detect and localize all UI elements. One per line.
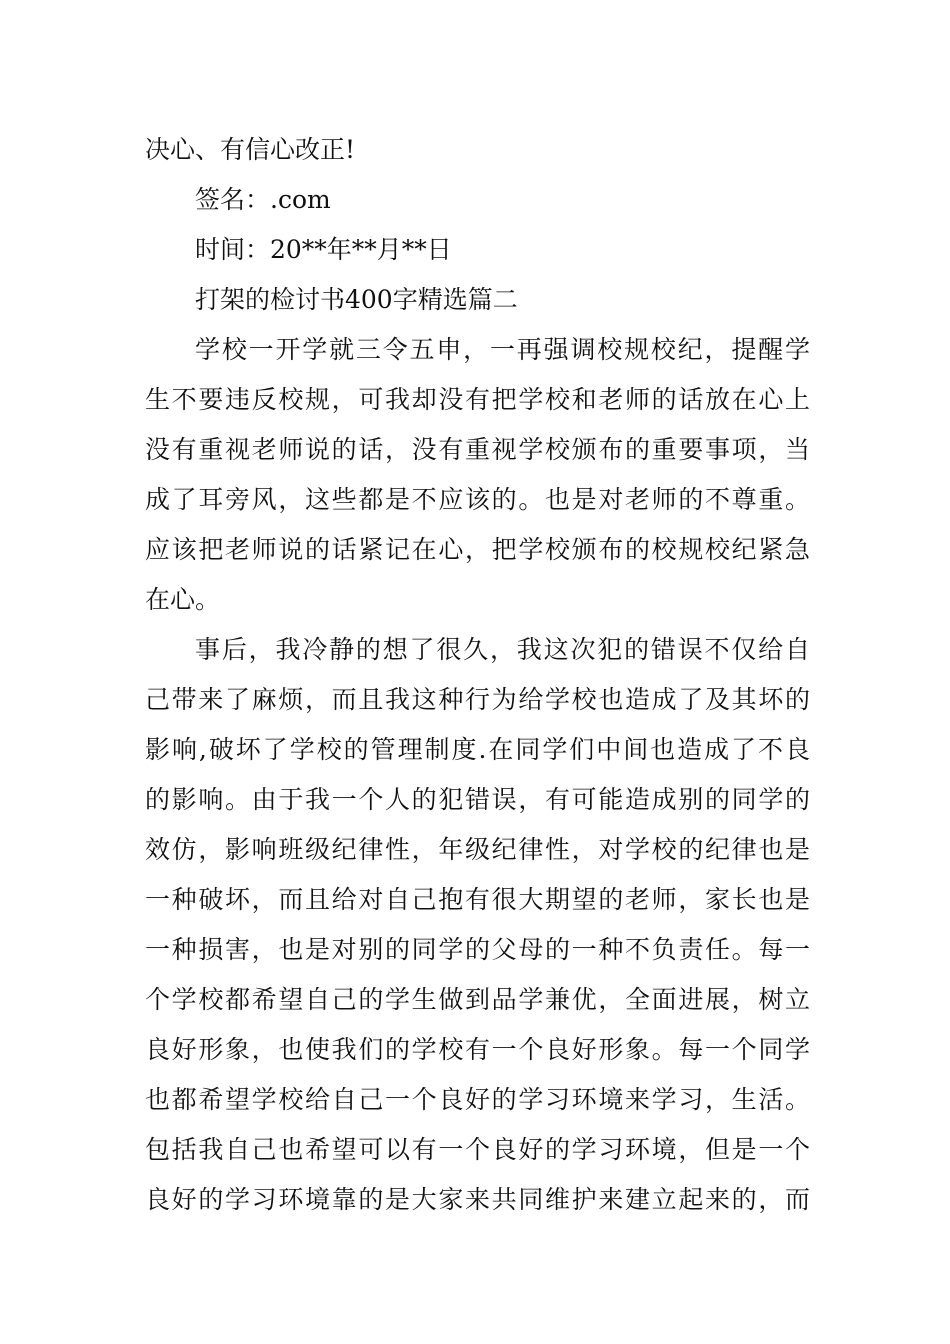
signature-line: 签名：.com xyxy=(195,185,331,214)
paragraph-line: 包括我自己也希望可以有一个良好的学习环境，但是一个 xyxy=(145,1135,810,1164)
paragraph-line: 效仿，影响班级纪律性，年级纪律性，对学校的纪律也是 xyxy=(145,835,810,864)
paragraph-line: 一种破坏，而且给对自己抱有很大期望的老师，家长也是 xyxy=(145,885,810,914)
paragraph-line: 己带来了麻烦，而且我这种行为给学校也造成了及其坏的 xyxy=(145,685,810,714)
paragraph-line: 的影响。由于我一个人的犯错误，有可能造成别的同学的 xyxy=(145,785,810,814)
paragraph-line: 生不要违反校规，可我却没有把学校和老师的话放在心上 xyxy=(145,385,810,414)
paragraph-line: 影响,破坏了学校的管理制度.在同学们中间也造成了不良 xyxy=(145,735,810,764)
paragraph-line: 也都希望学校给自己一个良好的学习环境来学习，生活。 xyxy=(145,1085,810,1114)
paragraph-line: 良好形象，也使我们的学校有一个良好形象。每一个同学 xyxy=(145,1035,810,1064)
text-line-closing: 决心、有信心改正! xyxy=(145,135,356,164)
paragraph-line: 成了耳旁风，这些都是不应该的。也是对老师的不尊重。 xyxy=(145,485,810,514)
date-line: 时间：20**年**月**日 xyxy=(195,235,452,264)
paragraph-line: 应该把老师说的话紧记在心，把学校颁布的校规校纪紧急 xyxy=(145,535,810,564)
paragraph-line: 个学校都希望自己的学生做到品学兼优，全面进展，树立 xyxy=(145,985,810,1014)
paragraph-line: 良好的学习环境靠的是大家来共同维护来建立起来的，而 xyxy=(145,1185,810,1214)
paragraph-line: 没有重视老师说的话，没有重视学校颁布的重要事项，当 xyxy=(145,435,810,464)
section-heading: 打架的检讨书400字精选篇二 xyxy=(195,285,518,314)
paragraph-line: 一种损害，也是对别的同学的父母的一种不负责任。每一 xyxy=(145,935,810,964)
paragraph-line: 事后，我冷静的想了很久，我这次犯的错误不仅给自 xyxy=(195,635,810,664)
paragraph-line: 在心。 xyxy=(145,585,221,614)
paragraph-line: 学校一开学就三令五申，一再强调校规校纪，提醒学 xyxy=(195,335,810,364)
